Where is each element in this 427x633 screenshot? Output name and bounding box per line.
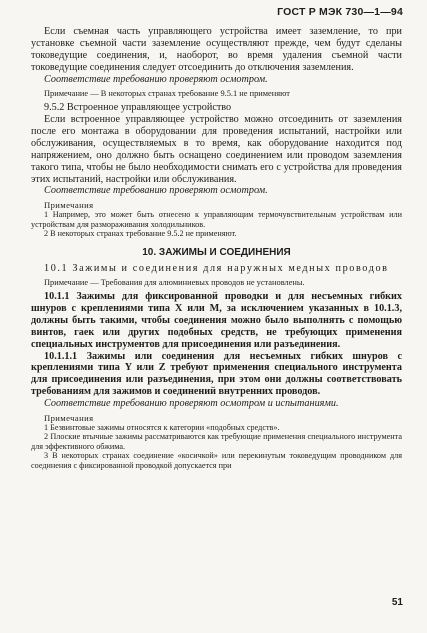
notes-heading-1: Примечания [44,200,94,211]
note-4-3: 3 В некоторых странах соединение «косичкой» или перекинутым токоведущим проводником для соединения с фиксированной проводкой допускается при [31,451,402,470]
paragraph-10-1-1-1: 10.1.1.1 Зажимы или соединения для несъемных гибких шнуров с креплениями типа Y или Z требуют применения специального инструмента для присоединения или разъединения, при этом они должны соответствовать требованиям для зажимов и соединений внутренних проводов. [31,350,402,398]
note-4-2: 2 Плоские втычные зажимы рассматриваются как требующие применения специального инструмента для эффективного обжима. [31,432,402,451]
compliance-check-2: Соответствие требованию проверяют осмотром. [44,185,268,197]
compliance-check-3: Соответствие требованию проверяют осмотром и испытаниями. [44,398,339,410]
page-number: 51 [391,597,403,608]
note-aluminium: Примечание — Требования для алюминиевых проводов не установлены. [44,277,305,287]
note-4-1: 1 Безвинтовые зажимы относятся к категории «подобных средств». [44,423,280,433]
note-9-5-1: Примечание — В некоторых странах требование 9.5.1 не применяют [44,88,290,98]
page-content [31,26,402,470]
subsection-10-1: 10.1 Зажимы и соединения для наружных медных проводов [44,262,389,274]
paragraph-10-1-1: 10.1.1 Зажимы для фиксированной проводки и для несъемных гибких шнуров с креплениями типа X или M, за исключением указанных в 10.1.3, должны быть такими, чтобы соединения можно было выполнять с помощью винтов, гаек или других подобных средств, не требующих применения специальных инструментов для присоединения или разъединения. [31,291,402,350]
subsection-9-5-2: 9.5.2 Встроенное управляющее устройство [44,102,232,114]
paragraph-builtin-device: Если встроенное управляющее устройство можно отсоединить от заземления после его монтажа в оборудовании для проведения испытаний, настройки или обслуживания, осуществляемых в то время, как оборудование находится под напряжением, оно должно быть оснащено соединением или проводом заземления такого типа, чтобы не было необходимости снимать его с устройства для проведения этих испытаний, настройки или обслуживания. [31,114,402,185]
note-2-2: 2 В некоторых странах требование 9.5.2 не применяют. [44,229,237,239]
section-10-heading: 10. ЗАЖИМЫ И СОЕДИНЕНИЯ [142,246,291,258]
paragraph-removable-part: Если съемная часть управляющего устройства имеет заземление, то при установке съемной части заземление осуществляют прежде, чем будут сделаны токоведущие соединения, и, наоборот, во время удаления съемной части токоведущие соединения следует отсоединить до отключения заземления. [31,26,402,73]
standard-header: ГОСТ Р МЭК 730—1—94 [277,6,403,18]
note-2-1: 1 Например, это может быть отнесено к управляющим термочувствительным устройствам или устройствам для размораживания холодильников. [31,210,402,229]
compliance-check-1: Соответствие требованию проверяют осмотром. [44,73,268,85]
notes-heading-2: Примечания [44,413,94,424]
